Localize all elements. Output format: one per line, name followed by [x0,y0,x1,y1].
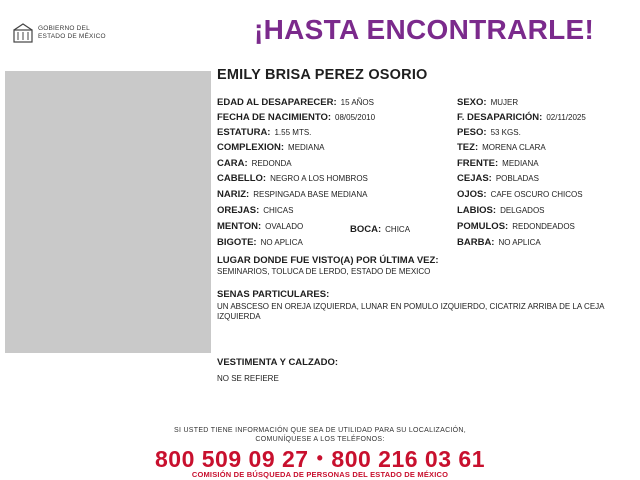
field-label: EDAD AL DESAPARECER: [217,97,337,108]
field-orejas [217,205,293,216]
field-value: NEGRO A LOS HOMBROS [270,174,368,183]
field-label: F. DESAPARICIÓN: [457,112,543,123]
clothing-label: VESTIMENTA Y CALZADO: [217,357,339,368]
contact-info-line-2: COMUNÍQUESE A LOS TELÉFONOS: [255,436,385,443]
field-menton [217,221,303,232]
field-fecha-nacimiento [217,112,375,123]
field-label: ESTATURA: [217,127,271,138]
field-boca [350,224,410,235]
contact-info [0,426,640,444]
field-value: 53 KGS. [490,128,521,137]
field-value: DELGADOS [500,206,545,215]
gov-line-2: ESTADO DE MÉXICO [38,33,106,40]
field-ojos [457,189,583,200]
field-labios [457,205,545,216]
field-sexo [457,97,518,108]
field-label: FRENTE: [457,158,499,169]
field-label: OREJAS: [217,205,260,216]
field-value: CHICAS [263,206,294,215]
field-label: TEZ: [457,142,479,153]
field-value: NO APLICA [498,238,541,247]
person-name: EMILY BRISA PEREZ OSORIO [217,67,428,83]
field-value: 02/11/2025 [546,113,586,122]
government-name [38,25,106,41]
field-label: OJOS: [457,189,487,200]
field-value: REDONDA [251,159,292,168]
field-value: RESPINGADA BASE MEDIANA [253,190,368,199]
phone-numbers [0,446,640,473]
field-cejas [457,173,539,184]
phone-number-2[interactable]: 800 216 03 61 [331,446,485,472]
phone-separator: • [316,448,324,468]
field-label: BOCA: [350,224,382,235]
field-value: POBLADAS [495,174,539,183]
person-photo [5,71,211,353]
field-label: LABIOS: [457,205,497,216]
field-label: MENTON: [217,221,262,232]
field-label: CABELLO: [217,173,267,184]
field-cara [217,158,292,169]
field-label: BIGOTE: [217,237,257,248]
field-label: BARBA: [457,237,495,248]
field-label: NARIZ: [217,189,250,200]
particular-marks-label: SENAS PARTICULARES: [217,289,330,300]
field-label: CARA: [217,158,248,169]
headline: ¡HASTA ENCONTRARLE! [254,14,595,45]
field-value: MEDIANA [502,159,539,168]
field-label: POMULOS: [457,221,509,232]
field-value: 1.55 MTS. [274,128,312,137]
field-value: MORENA CLARA [482,143,546,152]
field-barba [457,237,541,248]
field-frente [457,158,539,169]
field-value: 15 AÑOS [340,98,374,107]
particular-marks-value: UN ABSCESO EN OREJA IZQUIERDA, LUNAR EN POMULO IZQUIERDO, CICATRIZ ARRIBA DE LA CEJA IZQUIERDA [217,302,605,321]
field-value: 08/05/2010 [335,113,376,122]
field-value: CHICA [385,225,411,234]
field-label: COMPLEXION: [217,142,285,153]
field-bigote [217,237,303,248]
commission-name: COMISIÓN DE BÚSQUEDA DE PERSONAS DEL ESTADO DE MÉXICO [191,470,449,479]
field-tez [457,142,546,153]
contact-info-line-1: SI USTED TIENE INFORMACIÓN QUE SEA DE UTILIDAD PARA SU LOCALIZACIÓN, [173,427,467,434]
field-label: CEJAS: [457,173,492,184]
clothing-value: NO SE REFIERE [217,374,279,383]
field-value: MUJER [490,98,519,107]
phone-number-1[interactable]: 800 509 09 27 [155,446,309,472]
field-value: MEDIANA [288,143,325,152]
field-edad [217,97,374,108]
field-value: OVALADO [265,222,304,231]
field-peso [457,127,521,138]
field-complexion [217,142,324,153]
field-pomulos [457,221,575,232]
gov-line-1: GOBIERNO DEL [38,25,90,32]
last-seen-label: LUGAR DONDE FUE VISTO(A) POR ÚLTIMA VEZ: [217,255,439,266]
field-label: PESO: [457,127,487,138]
field-value: CAFE OSCURO CHICOS [490,190,583,199]
field-label: FECHA DE NACIMIENTO: [217,112,331,123]
government-logo [12,22,132,46]
state-emblem-icon [12,22,34,44]
field-label: SEXO: [457,97,487,108]
field-value: REDONDEADOS [512,222,575,231]
field-nariz [217,189,367,200]
field-estatura [217,127,311,138]
field-cabello [217,173,368,184]
field-value: NO APLICA [260,238,303,247]
last-seen-value: SEMINARIOS, TOLUCA DE LERDO, ESTADO DE MEXICO [217,267,431,276]
field-f-desaparicion [457,112,586,123]
